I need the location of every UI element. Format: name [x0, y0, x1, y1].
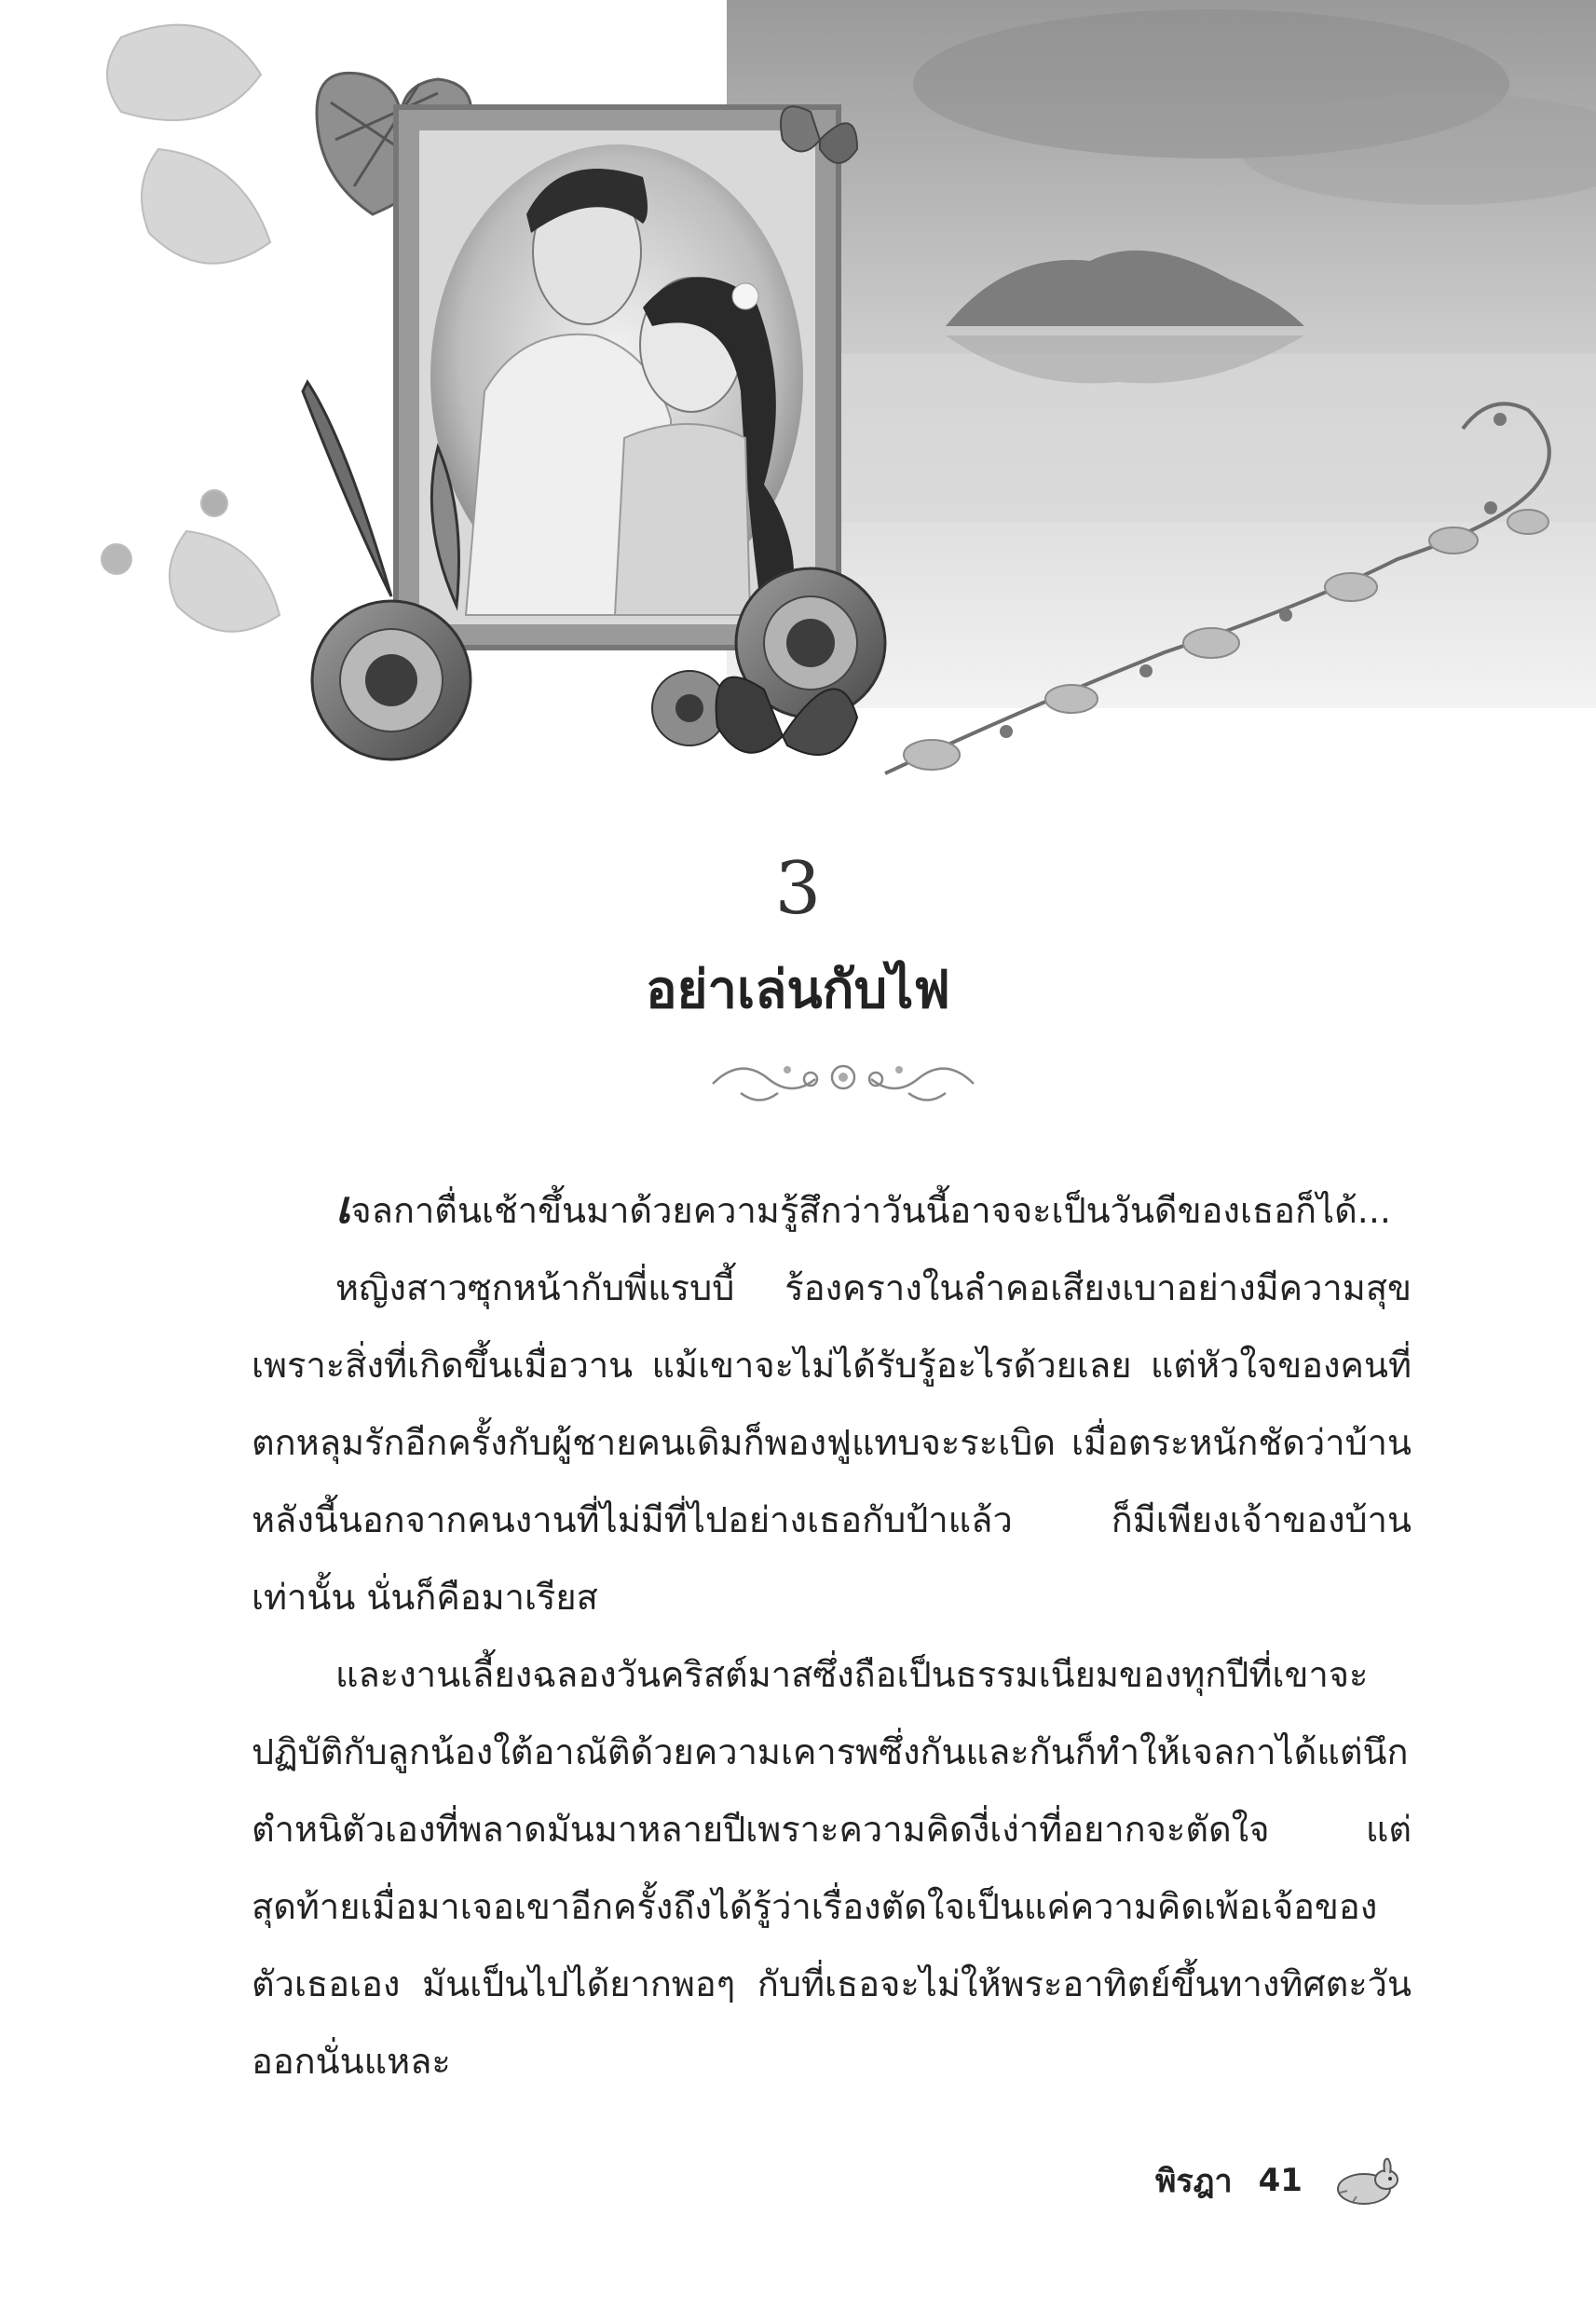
footer-author: พิรฎา [1155, 2163, 1233, 2200]
ornament-divider-icon [703, 1042, 983, 1116]
drop-cap: เ [335, 1182, 351, 1234]
page-footer [1155, 2148, 1481, 2213]
couple-portrait [396, 107, 839, 648]
chapter-number: 3 [774, 847, 822, 931]
rabbit-icon [1329, 2155, 1403, 2207]
paragraph: และงานเลี้ยงฉลองวันคริสต์มาสซึ่งถือเป็นธรรมเนียมของทุกปีที่เขาจะปฏิบัติกับลูกน้องใต้อาณัติด้วยความเคารพซึ่งกันและกันก็ทำให้เจลกาได้แต่นึกตำหนิตัวเองที่พลาดมันมาหลายปีเพราะความคิดงี่เง่าที่อยากจะตัดใจ แต่สุดท้ายเมื่อมาเจอเขาอีกครั้งถึงได้รู้ว่าเรื่องตัดใจเป็นแค่ความคิดเพ้อเจ้อของตัวเธอเอง มันเป็นไปได้ยากพอๆ กับที่เธอจะไม่ให้พระอาทิตย์ขึ้นทางทิศตะวันออกนั่นแหละ [252, 1654, 1412, 2082]
paragraph-text: จลกาตื่นเช้าขึ้นมาด้วยความรู้สึกว่าวันนี้อาจจะเป็นวันดีของเธอก็ได้... [350, 1190, 1391, 1231]
chapter-title: อย่าเล่นกับไฟ [646, 960, 950, 1020]
body-text [252, 1169, 1412, 2100]
page-number: 41 [1258, 2162, 1303, 2199]
paragraph: หญิงสาวซุกหน้ากับพี่แรบบี้ ร้องครางในลำคอเสียงเบาอย่างมีความสุขเพราะสิ่งที่เกิดขึ้นเมื่อวาน แม้เขาจะไม่ได้รับรู้อะไรด้วยเลย แต่หัวใจของคนที่ตกหลุมรักอีกครั้งกับผู้ชายคนเดิมก็พองฟูแทบจะระเบิด เมื่อตระหนักชัดว่าบ้านหลังนี้นอกจากคนงานที่ไม่มีที่ไปอย่างเธอกับป้าแล้ว ก็มีเพียงเจ้าของบ้านเท่านั้น นั่นก็คือมาเรียส [252, 1267, 1412, 1618]
paragraph [252, 1169, 1412, 1250]
header-illustration [0, 0, 1596, 820]
